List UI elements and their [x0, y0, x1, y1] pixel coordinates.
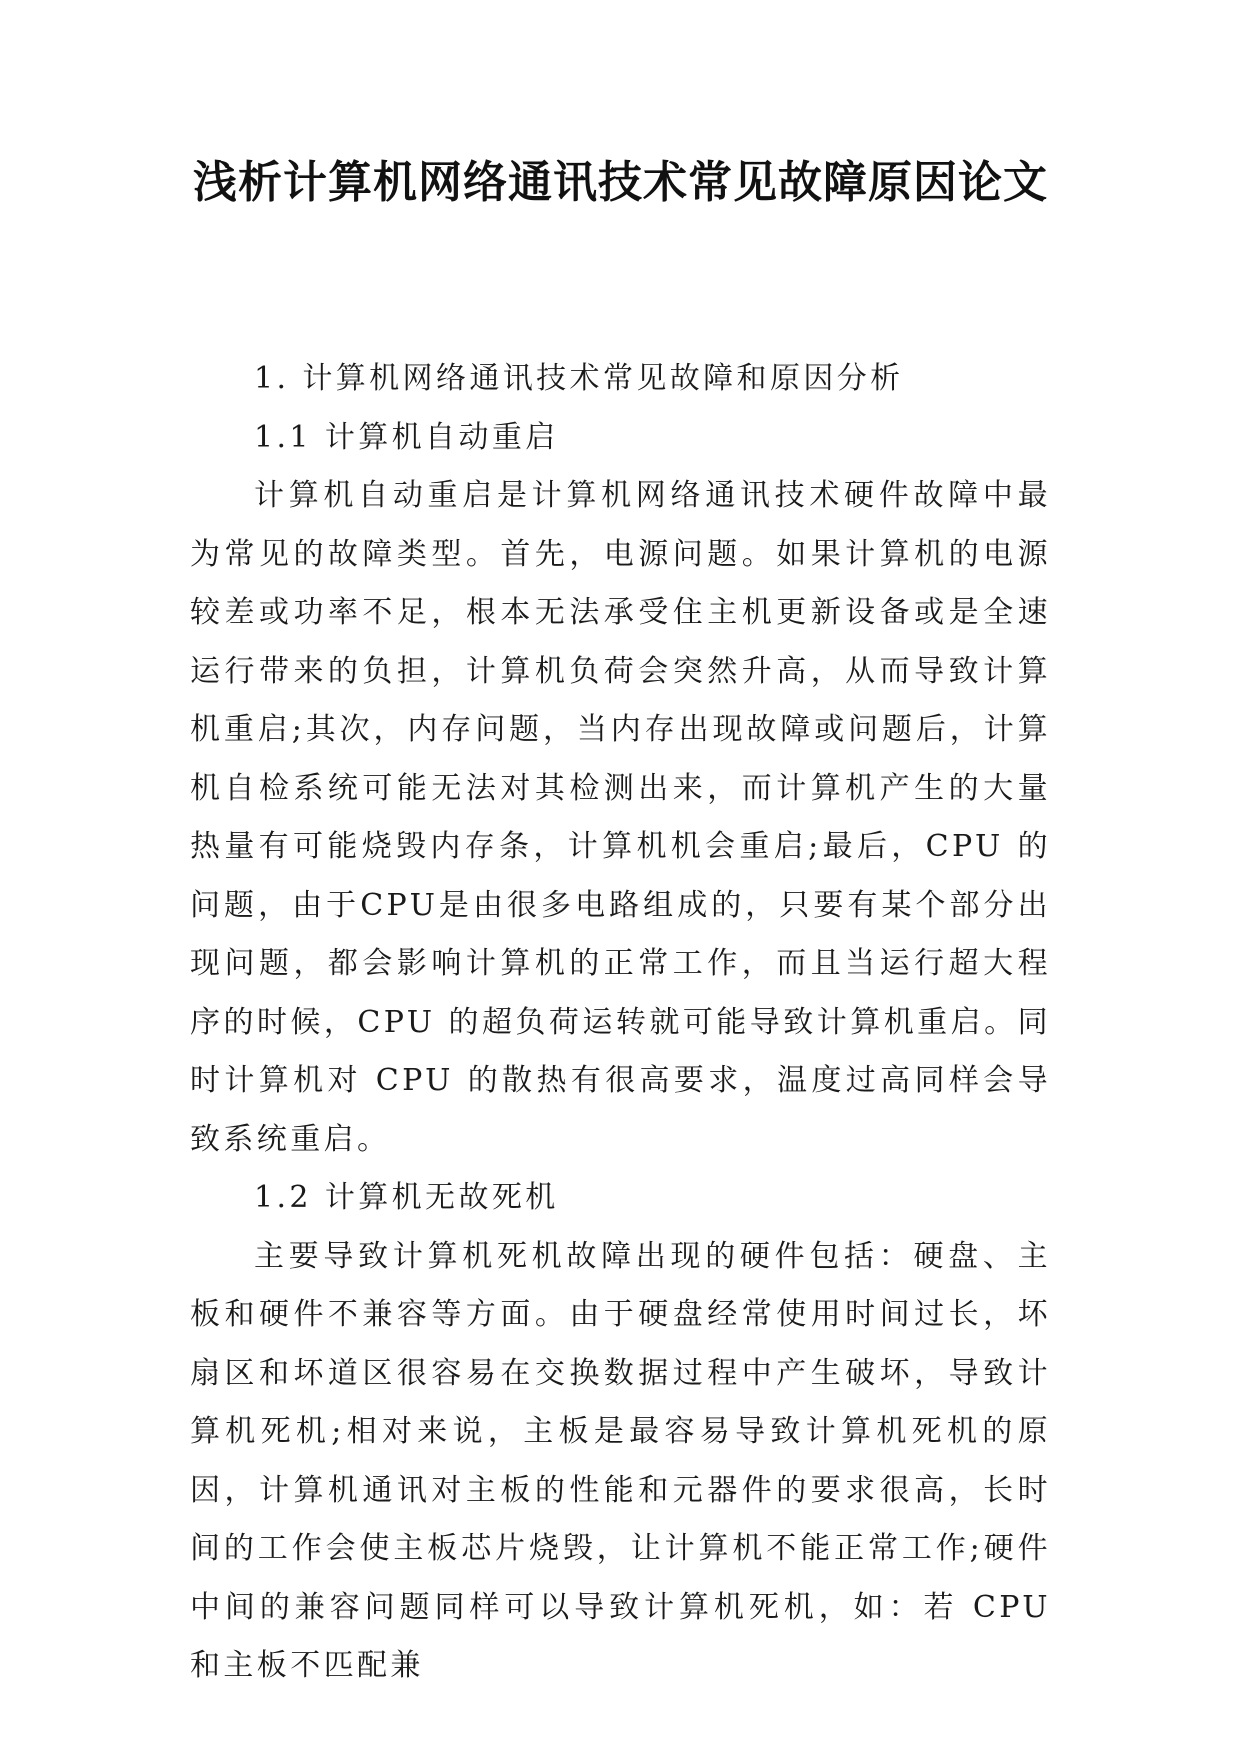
document-body: [190, 350, 1051, 1696]
paragraph-auto-restart: 计算机自动重启是计算机网络通讯技术硬件故障中最为常见的故障类型。首先，电源问题。如果计算机的电源较差或功率不足，根本无法承受住主机更新设备或是全速运行带来的负担，计算机负荷会突然升高，从而导致计算机重启;其次，内存问题，当内存出现故障或问题后，计算机自检系统可能无法对其检测出来，而计算机产生的大量热量有可能烧毁内存条，计算机机会重启;最后，CPU 的问题，由于CPU是由很多电路组成的，只要有某个部分出现问题，都会影响计算机的正常工作，而且当运行超大程序的时候，CPU 的超负荷运转就可能导致计算机重启。同时计算机对 CPU 的散热有很高要求，温度过高同样会导致系统重启。: [190, 478, 1051, 1157]
paragraph-crash: 主要导致计算机死机故障出现的硬件包括：硬盘、主板和硬件不兼容等方面。由于硬盘经常使用时间过长，坏扇区和坏道区很容易在交换数据过程中产生破坏，导致计算机死机;相对来说，主板是最容易导致计算机死机的原因，计算机通讯对主板的性能和元器件的要求很高，长时间的工作会使主板芯片烧毁，让计算机不能正常工作;硬件中间的兼容问题同样可以导致计算机死机，如：若 CPU 和主板不匹配兼: [190, 1238, 1051, 1683]
section-heading-1-2: 1.2 计算机无故死机: [254, 1180, 559, 1215]
section-heading-1: 1. 计算机网络通讯技术常见故障和原因分析: [254, 361, 904, 396]
section-heading-1-1: 1.1 计算机自动重启: [254, 419, 559, 455]
document-title: 浅析计算机网络通讯技术常见故障原因论文: [193, 157, 1048, 208]
